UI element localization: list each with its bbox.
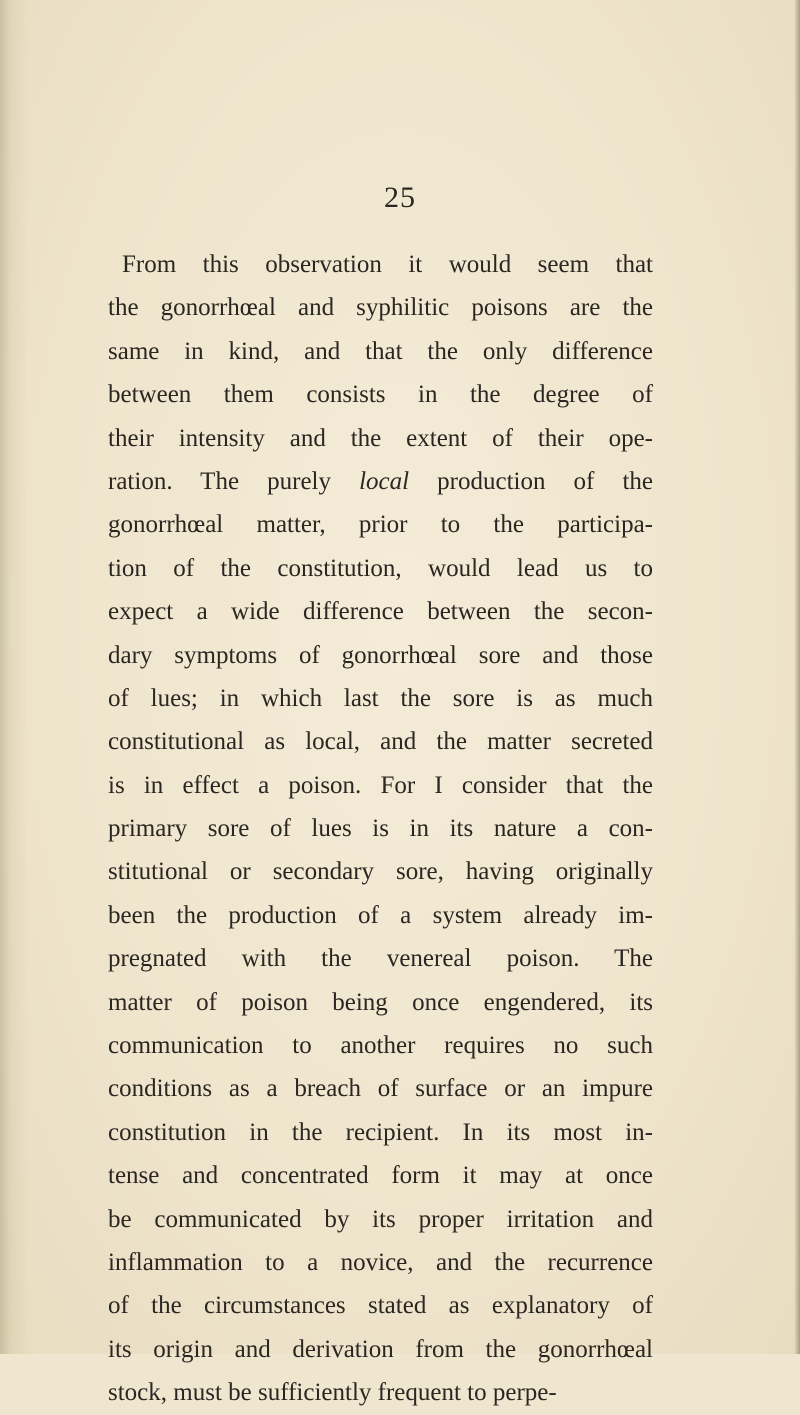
text-line: tense and concentrated form it may at once	[108, 1162, 653, 1190]
text-line: inflammation to a novice, and the recurrence	[108, 1248, 653, 1276]
text-line: the gonorrhœal and syphilitic poisons are the	[108, 294, 653, 322]
text-line: dary symptoms of gonorrhœal sore and those	[108, 641, 653, 669]
page-number: 25	[384, 181, 416, 214]
text-segment: production of the	[409, 467, 653, 495]
text-line: primary sore of lues is in its nature a con-	[108, 815, 653, 843]
text-line: communication to another requires no such	[108, 1032, 653, 1060]
text-line: of lues; in which last the sore is as much	[108, 684, 653, 712]
text-line: their intensity and the extent of their ope-	[108, 424, 653, 452]
text-line: stock, must be sufficiently frequent to perpe-	[108, 1379, 557, 1407]
text-line: stitutional or secondary sore, having originally	[108, 858, 653, 886]
text-segment: ration. The purely	[108, 467, 360, 495]
text-line: conditions as a breach of surface or an impure	[108, 1075, 653, 1103]
text-line: of the circumstances stated as explanatory of	[108, 1292, 653, 1320]
text-line: is in effect a poison. For I consider that the	[108, 771, 653, 799]
text-line: From this observation it would seem that	[122, 251, 653, 278]
text-line: constitution in the recipient. In its most in-	[108, 1118, 653, 1146]
text-line: same in kind, and that the only difference	[108, 337, 653, 365]
text-line: its origin and derivation from the gonorrhœal	[108, 1335, 653, 1363]
text-line: matter of poison being once engendered, its	[108, 988, 653, 1016]
text-line: between them consists in the degree of	[108, 381, 653, 409]
text-line: been the production of a system already im-	[108, 901, 653, 929]
text-line: constitutional as local, and the matter secreted	[108, 728, 653, 756]
text-line: tion of the constitution, would lead us to	[108, 554, 653, 582]
text-line: expect a wide difference between the secon-	[108, 598, 653, 626]
italic-word: local	[359, 467, 410, 495]
body-paragraph	[108, 243, 653, 1415]
text-line-with-italic	[108, 460, 653, 503]
text-line: gonorrhœal matter, prior to the participa-	[108, 511, 653, 539]
text-line: pregnated with the venereal poison. The	[108, 945, 653, 973]
text-line: be communicated by its proper irritation and	[108, 1205, 653, 1233]
